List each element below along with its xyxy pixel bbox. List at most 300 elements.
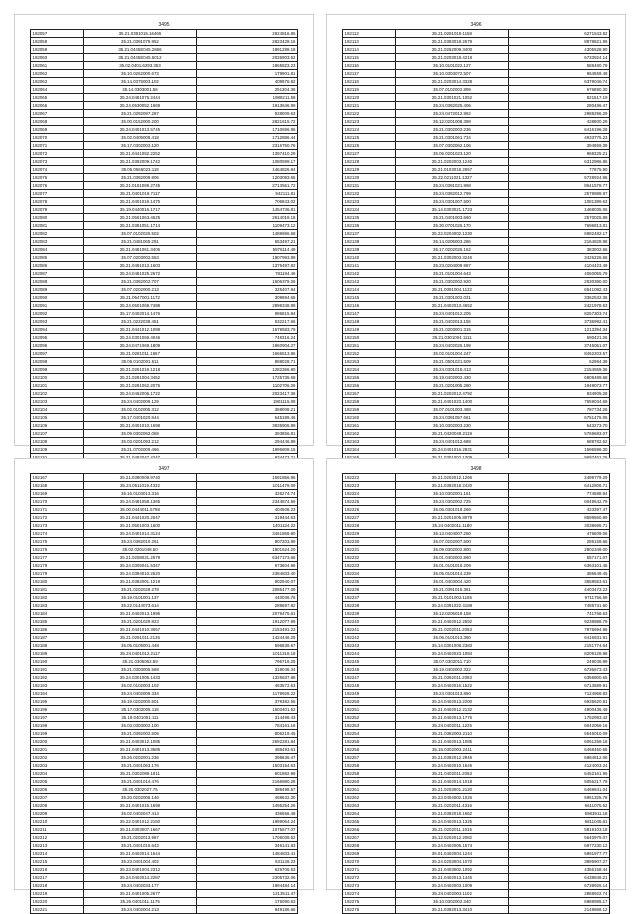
table-row [31, 262, 298, 270]
amount-cell: 325407.84 [196, 286, 297, 294]
row-id-cell: 192224 [343, 490, 396, 498]
account-code-cell: 35.14.0375003.102 [84, 78, 196, 86]
amount-cell: 423397.47 [508, 506, 609, 514]
table-row [31, 238, 298, 246]
table-row [31, 866, 298, 874]
account-code-cell: 35.21.0202003.1240 [396, 158, 508, 166]
row-id-cell: 192189 [31, 650, 84, 658]
table-row [343, 214, 610, 222]
account-code-cell: 35.21.0441010.3067 [84, 626, 196, 634]
row-id-cell: 192227 [343, 514, 396, 522]
account-code-cell: 35.07.0302062.106 [396, 142, 508, 150]
account-code-cell: 35.07.0101003.488 [396, 406, 508, 414]
account-code-cell: 35.01.0101016.209 [396, 562, 508, 570]
table-row [343, 906, 610, 914]
amount-cell: 964559.48 [508, 70, 609, 78]
account-code-cell: 35.17.0402014.1476 [84, 310, 196, 318]
row-id-cell: 192173 [31, 522, 84, 530]
row-id-cell: 192120 [343, 94, 396, 102]
row-id-cell: 192269 [343, 850, 396, 858]
amount-cell: 175090.63 [196, 898, 297, 906]
row-id-cell: 192181 [31, 586, 84, 594]
amount-cell: 251304.36 [196, 86, 297, 94]
row-id-cell: 192124 [343, 126, 396, 134]
table-row [343, 626, 610, 634]
account-code-cell: 35.24.0481058.1365 [84, 498, 196, 506]
account-code-cell: 35.17.0202026.162 [396, 246, 508, 254]
amount-cell: 6736673.43 [508, 666, 609, 674]
amount-cell: 807203.89 [196, 538, 297, 546]
account-code-cell: 35.17.0302002.120 [84, 142, 196, 150]
amount-cell: 309894.65 [196, 294, 297, 302]
table-row [31, 586, 298, 594]
table-row [31, 506, 298, 514]
row-id-cell: 192115 [343, 54, 396, 62]
row-id-cell: 192187 [31, 634, 84, 642]
row-id-cell: 192150 [343, 334, 396, 342]
amount-cell: 2713561.72 [196, 182, 297, 190]
row-id-cell: 192135 [343, 214, 396, 222]
amount-cell: 1596596.30 [508, 446, 609, 454]
row-id-cell: 192098 [31, 358, 84, 366]
row-id-cell: 192107 [31, 430, 84, 438]
amount-cell: 346141.83 [196, 842, 297, 850]
account-code-cell: 35.24.0391022.4188 [396, 602, 508, 610]
account-code-cell: 35.21.0101004.643 [396, 270, 508, 278]
account-code-cell: 35.21.0302089.1811 [84, 770, 196, 778]
table-row [31, 126, 298, 134]
table-row [31, 714, 298, 722]
amount-cell: 6751475.05 [508, 414, 609, 422]
account-code-cell: 35.21.0381051.1714 [84, 222, 196, 230]
table-row [31, 446, 298, 454]
row-id-cell: 192206 [31, 786, 84, 794]
row-id-cell: 192103 [31, 398, 84, 406]
table-row [31, 738, 298, 746]
account-code-cell: 35.24.0401013.5745 [84, 126, 196, 134]
row-id-cell: 192160 [343, 414, 396, 422]
table-row [31, 54, 298, 62]
row-id-cell: 192245 [343, 658, 396, 666]
table-panel-3497 [14, 458, 314, 912]
row-id-cell: 192248 [343, 682, 396, 690]
amount-cell: 294446.89 [196, 438, 297, 446]
row-id-cell: 192091 [31, 302, 84, 310]
amount-cell: 386549.45 [508, 570, 609, 578]
row-id-cell: 192236 [343, 586, 396, 594]
amount-cell: 986815.84 [196, 310, 297, 318]
amount-cell: 806219.45 [196, 730, 297, 738]
row-id-cell: 192147 [343, 310, 396, 318]
panel-title: 3495 [158, 22, 170, 28]
row-id-cell: 192220 [31, 898, 84, 906]
table-row [343, 850, 610, 858]
table-row [343, 578, 610, 586]
amount-cell: 6935620.81 [508, 698, 609, 706]
account-code-cell: 35.21.0401010.1698 [84, 422, 196, 430]
amount-cell: 314498.43 [196, 714, 297, 722]
row-id-cell: 192255 [343, 738, 396, 746]
account-code-cell: 35.21.0402014.1644 [84, 850, 196, 858]
amount-cell: 7485731.60 [508, 602, 609, 610]
table-row [343, 610, 610, 618]
row-id-cell: 192088 [31, 278, 84, 286]
amount-cell: 62984.39 [508, 358, 609, 366]
row-id-cell: 192080 [31, 214, 84, 222]
account-code-cell: 35.24.0301069.4046 [84, 334, 196, 342]
amount-cell: 2148868.12 [508, 906, 609, 914]
amount-cell: 3426226.66 [508, 254, 609, 262]
row-id-cell: 192101 [31, 382, 84, 390]
amount-cell: 2344874.59 [196, 498, 297, 506]
table-row [31, 214, 298, 222]
row-id-cell: 192179 [31, 570, 84, 578]
account-code-cell: 35.05.0101014.239 [396, 570, 508, 578]
table-row [31, 682, 298, 690]
amount-cell: 1865823.23 [196, 62, 297, 70]
row-id-cell: 192251 [343, 706, 396, 714]
amount-cell: 1326637.88 [196, 674, 297, 682]
table-row [31, 722, 298, 730]
amount-cell: 2579989.97 [508, 190, 609, 198]
table-row [31, 642, 298, 650]
amount-cell: 389498.57 [196, 786, 297, 794]
amount-cell: 2823428.16 [196, 38, 297, 46]
amount-cell: 6713689.91 [508, 682, 609, 690]
row-id-cell: 192271 [343, 866, 396, 874]
row-id-cell: 192155 [343, 374, 396, 382]
table-row [31, 706, 298, 714]
table-row [343, 642, 610, 650]
table-row [343, 446, 610, 454]
table-row [31, 198, 298, 206]
amount-cell: 588480.79 [508, 62, 609, 70]
amount-cell: 404508.23 [196, 506, 297, 514]
table-row [31, 522, 298, 530]
row-id-cell: 192137 [343, 230, 396, 238]
records-table [30, 473, 298, 914]
row-id-cell: 192122 [343, 110, 396, 118]
table-row [31, 570, 298, 578]
amount-cell: 6378046.74 [508, 78, 609, 86]
row-id-cell: 192127 [343, 150, 396, 158]
row-id-cell: 192133 [343, 198, 396, 206]
table-row [343, 658, 610, 666]
account-code-cell: 35.02.0405008.418 [84, 134, 196, 142]
amount-cell: 673604.98 [196, 562, 297, 570]
amount-cell: 6611075.52 [508, 802, 609, 810]
amount-cell: 6416196.28 [508, 126, 609, 134]
row-id-cell: 192123 [343, 118, 396, 126]
amount-cell: 8599560.99 [508, 514, 609, 522]
amount-cell: 1996808.15 [196, 446, 297, 454]
account-code-cell: 35.23.0401004.402 [84, 858, 196, 866]
table-row [31, 102, 298, 110]
row-id-cell: 192170 [31, 498, 84, 506]
amount-cell: 7876694.96 [508, 626, 609, 634]
row-id-cell: 192194 [31, 690, 84, 698]
amount-cell: 1081389.63 [508, 198, 609, 206]
account-code-cell: 35.23.0204009.987 [396, 262, 508, 270]
table-row [31, 674, 298, 682]
account-code-cell: 35.24.0401012.688 [396, 438, 508, 446]
row-id-cell: 192063 [31, 78, 84, 86]
row-id-cell: 192125 [343, 134, 396, 142]
row-id-cell: 192207 [31, 794, 84, 802]
account-code-cell: 35.06.0201023.120 [396, 150, 508, 158]
account-code-cell: 35.10.0302003.230 [396, 422, 508, 430]
table-row [343, 618, 610, 626]
row-id-cell: 192102 [31, 390, 84, 398]
table-row [31, 514, 298, 522]
account-code-cell: 35.21.0393019.2679 [396, 38, 508, 46]
table-row [31, 166, 298, 174]
table-row [343, 826, 610, 834]
amount-cell: 8462203.57 [508, 350, 609, 358]
row-id-cell: 192257 [343, 754, 396, 762]
amount-cell: 653497.21 [196, 238, 297, 246]
amount-cell: 1666513.86 [196, 350, 297, 358]
table-row [31, 546, 298, 554]
row-id-cell: 192218 [31, 882, 84, 890]
account-code-cell: 35.21.0202012.1266 [396, 474, 508, 482]
account-code-cell: 35.00.0152000.200 [84, 118, 196, 126]
table-row [343, 722, 610, 730]
row-id-cell: 192268 [343, 842, 396, 850]
amount-cell: 3745061.07 [508, 342, 609, 350]
account-code-cell: 35.26.0401011.1175 [84, 898, 196, 906]
amount-cell: 383002.66 [508, 246, 609, 254]
account-code-cell: 35.24.0401016.2931 [396, 446, 508, 454]
row-id-cell: 192256 [343, 746, 396, 754]
amount-cell: 77875.90 [508, 166, 609, 174]
table-row [343, 206, 610, 214]
amount-cell: 5819103.18 [508, 826, 609, 834]
account-code-cell: 35.24.0394010.2620 [84, 570, 196, 578]
account-code-cell: 35.21.0401014.476 [84, 778, 196, 786]
table-row [343, 698, 610, 706]
table-row [343, 270, 610, 278]
amount-cell: 6884812.08 [508, 754, 609, 762]
amount-cell: 968325.21 [508, 150, 609, 158]
panel-title: 3496 [470, 22, 482, 28]
account-code-cell: 35.23.0404002.1026 [396, 794, 508, 802]
table-row [343, 198, 610, 206]
row-id-cell: 192139 [343, 246, 396, 254]
amount-cell: 476609.06 [508, 530, 609, 538]
amount-cell: 1999064.24 [196, 818, 297, 826]
amount-cell: 601982.99 [196, 770, 297, 778]
row-id-cell: 192157 [343, 390, 396, 398]
account-code-cell: 35.24.0471069.1809 [84, 342, 196, 350]
table-row [343, 874, 610, 882]
account-code-cell: 35.24.0301007.500 [396, 198, 508, 206]
table-row [31, 430, 298, 438]
account-code-cell: 35.21.0401063.176 [84, 762, 196, 770]
amount-cell: 6271543.82 [508, 30, 609, 38]
account-code-cell: 35.21.0445E045.2866 [84, 46, 196, 54]
account-code-cell: 35.21.0401013.3685 [84, 746, 196, 754]
table-row [31, 698, 298, 706]
row-id-cell: 192084 [31, 246, 84, 254]
table-row [343, 690, 610, 698]
row-id-cell: 192169 [31, 490, 84, 498]
row-id-cell: 192213 [31, 842, 84, 850]
row-id-cell: 192192 [31, 674, 84, 682]
row-id-cell: 192093 [31, 318, 84, 326]
row-id-cell: 192089 [31, 286, 84, 294]
row-id-cell: 192211 [31, 826, 84, 834]
account-code-cell: 35.21.0202011.1015 [396, 826, 508, 834]
row-id-cell: 192114 [343, 46, 396, 54]
records-table [342, 29, 610, 470]
row-id-cell: 192104 [31, 406, 84, 414]
account-code-cell: 35.22.0204002.1230 [396, 230, 508, 238]
amount-cell: 1080599.17 [196, 158, 297, 166]
table-row [343, 438, 610, 446]
amount-cell: 5640979.07 [508, 834, 609, 842]
table-row [31, 810, 298, 818]
row-id-cell: 192231 [343, 546, 396, 554]
row-id-cell: 192235 [343, 578, 396, 586]
account-code-cell: 35.05.0565023.118 [84, 166, 196, 174]
account-code-cell: 35.21.0402013.155 [396, 318, 508, 326]
table-row [343, 554, 610, 562]
account-code-cell: 35.22.0401012.2150 [84, 818, 196, 826]
amount-cell: 6733924.14 [508, 54, 609, 62]
account-code-cell: 35.21.0208031.2579 [84, 554, 196, 562]
table-row [343, 538, 610, 546]
account-code-cell: 35.21.0491013.1603 [84, 262, 196, 270]
account-code-cell: 35.21.0403002.1092 [396, 866, 508, 874]
table-panel-3496 [326, 14, 626, 452]
row-id-cell: 192244 [343, 650, 396, 658]
amount-cell: 6347173.66 [196, 554, 297, 562]
account-code-cell: 35.21.0401019.1475 [84, 198, 196, 206]
account-code-cell: 35.24.0203004.1070 [396, 858, 508, 866]
account-code-cell: 35.07.0202000.213 [84, 286, 196, 294]
table-row [31, 302, 298, 310]
table-row [343, 594, 610, 602]
row-id-cell: 192183 [31, 602, 84, 610]
account-code-cell: 35.30.0701026.170 [396, 222, 508, 230]
row-id-cell: 192202 [31, 754, 84, 762]
table-row [31, 422, 298, 430]
table-row [343, 30, 610, 38]
table-row [343, 562, 610, 570]
account-code-cell: 35.21.0481065.291 [84, 238, 196, 246]
table-row [31, 174, 298, 182]
row-id-cell: 192134 [343, 206, 396, 214]
row-id-cell: 192159 [343, 406, 396, 414]
row-id-cell: 192262 [343, 794, 396, 802]
amount-cell: 2316750.76 [196, 142, 297, 150]
amount-cell: 1213511.47 [196, 890, 297, 898]
row-id-cell: 192237 [343, 594, 396, 602]
table-row [31, 310, 298, 318]
amount-cell: 2530390.00 [508, 278, 609, 286]
table-row [31, 786, 298, 794]
amount-cell: 5546010.09 [508, 730, 609, 738]
amount-cell: 748316.24 [196, 334, 297, 342]
table-row [31, 666, 298, 674]
account-code-cell: 35.10.0302002.340 [396, 898, 508, 906]
row-id-cell: 192216 [31, 866, 84, 874]
amount-cell: 1579583.79 [196, 326, 297, 334]
account-code-cell: 35.24.0402013.1325 [396, 818, 508, 826]
row-id-cell: 192128 [343, 158, 396, 166]
row-id-cell: 192099 [31, 366, 84, 374]
account-code-cell: 35.21.0202011.4316 [396, 802, 508, 810]
account-code-cell: 35.07.0302011.710 [396, 658, 508, 666]
table-row [343, 682, 610, 690]
row-id-cell: 192145 [343, 294, 396, 302]
row-id-cell: 192070 [31, 134, 84, 142]
account-code-cell: 35.26.0202001.236 [84, 754, 196, 762]
amount-cell: 1949073.77 [508, 382, 609, 390]
row-id-cell: 192233 [343, 562, 396, 570]
row-id-cell: 192234 [343, 570, 396, 578]
amount-cell: 1109473.12 [196, 222, 297, 230]
table-row [31, 414, 298, 422]
table-row [31, 70, 298, 78]
table-row [343, 530, 610, 538]
row-id-cell: 192276 [343, 906, 396, 914]
account-code-cell: 35.24.0402014.2287 [84, 874, 196, 882]
table-row [31, 802, 298, 810]
account-code-cell: 35.21.0202013.967 [84, 834, 196, 842]
account-code-cell: 35.03.0201093.212 [84, 438, 196, 446]
row-id-cell: 192068 [31, 118, 84, 126]
account-code-cell: 35.21.0281011.1867 [84, 350, 196, 358]
amount-cell: 1606379.26 [196, 278, 297, 286]
table-row [31, 246, 298, 254]
amount-cell: 543273.70 [508, 422, 609, 430]
account-code-cell: 35.14.0205003.286 [396, 238, 508, 246]
amount-cell: 286159.66 [508, 538, 609, 546]
table-row [31, 342, 298, 350]
row-id-cell: 192196 [31, 706, 84, 714]
amount-cell: 1706039.52 [196, 834, 297, 842]
amount-cell: 676890.30 [508, 86, 609, 94]
amount-cell: 1907993.89 [196, 254, 297, 262]
account-code-cell: 35.24.0472012.982 [396, 110, 508, 118]
row-id-cell: 192148 [343, 318, 396, 326]
row-id-cell: 192168 [31, 482, 84, 490]
amount-cell: 6356800.65 [508, 674, 609, 682]
row-id-cell: 192205 [31, 778, 84, 786]
amount-cell: 1468035.06 [508, 206, 609, 214]
row-id-cell: 192260 [343, 778, 396, 786]
amount-cell: 9711756.59 [508, 594, 609, 602]
account-code-cell: 35.21.0302002.236 [396, 126, 508, 134]
table-row [31, 134, 298, 142]
amount-cell: 3362532.36 [508, 294, 609, 302]
table-row [343, 142, 610, 150]
table-row [31, 610, 298, 618]
row-id-cell: 192136 [343, 222, 396, 230]
amount-cell: 8209128.98 [508, 650, 609, 658]
table-row [31, 482, 298, 490]
table-row [31, 626, 298, 634]
row-id-cell: 192129 [343, 166, 396, 174]
row-id-cell: 192212 [31, 834, 84, 842]
row-id-cell: 192266 [343, 826, 396, 834]
account-code-cell: 35.21.0201029.823 [84, 618, 196, 626]
row-id-cell: 192267 [343, 834, 396, 842]
account-code-cell: 35.21.0402013.1776 [396, 714, 508, 722]
table-row [31, 390, 298, 398]
